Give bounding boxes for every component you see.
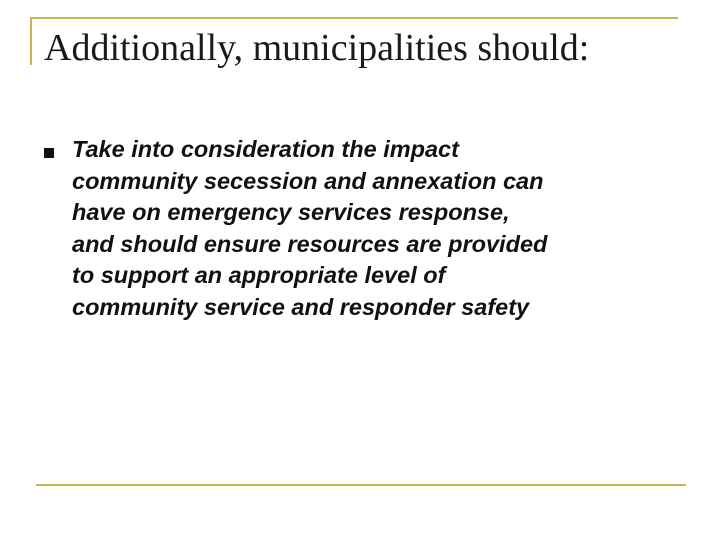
bullet-line: and should ensure resources are provided xyxy=(72,230,548,257)
top-rule xyxy=(30,17,678,19)
bullet-text xyxy=(72,134,692,323)
bottom-rule xyxy=(36,484,686,486)
bullet-line: community service and responder safety xyxy=(72,293,530,320)
slide-title: Additionally, municipalities should: xyxy=(44,27,590,69)
bullet-line: have on emergency services response, xyxy=(72,199,510,225)
left-rule xyxy=(30,17,32,65)
bullet-line: community secession and annexation can xyxy=(72,167,544,194)
square-bullet-icon xyxy=(44,148,54,158)
bullet-line: to support an appropriate level of xyxy=(72,262,446,288)
bullet-line: Take into consideration the impact xyxy=(72,136,459,162)
